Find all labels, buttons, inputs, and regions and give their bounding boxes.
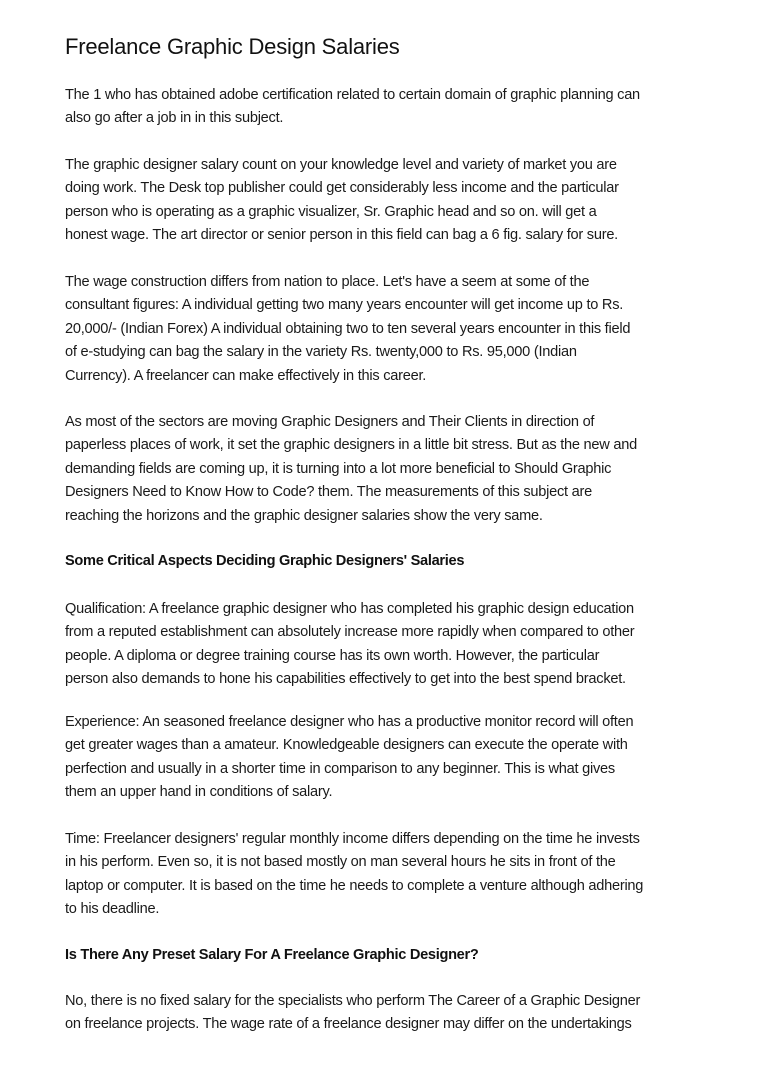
text-line: laptop or computer. It is based on the time he needs to complete a venture although adhering	[65, 877, 644, 894]
text-line: paperless places of work, it set the graphic designers in a little bit stress. But as the new and	[65, 437, 637, 454]
text-line: Qualification: A freelance graphic designer who has completed his graphic design education	[65, 601, 634, 617]
text-line: person who is operating as a graphic visualizer, Sr. Graphic head and so on. will get a	[65, 203, 597, 220]
text-line: Currency). A freelancer can make effectively in this career.	[65, 367, 427, 384]
text-line: Designers Need to Know How to Code? them. The measurements of this subject are	[65, 484, 592, 501]
text-line: Time: Freelancer designers' regular monthly income differs depending on the time he invests	[65, 831, 640, 847]
text-line: No, there is no fixed salary for the specialists who perform The Career of a Graphic Designer	[65, 993, 641, 1009]
text-line: in his perform. Even so, it is not based mostly on man several hours he sits in front of the	[65, 854, 616, 871]
paragraph-adobe-certification	[65, 84, 640, 131]
text-line: from a reputed establishment can absolutely increase more rapidly when compared to other	[65, 624, 635, 641]
text-line: The 1 who has obtained adobe certification related to certain domain of graphic planning can	[65, 87, 640, 103]
paragraph-experience	[65, 711, 633, 805]
text-line: consultant figures: A individual getting two many years encounter will get income up to Rs.	[65, 297, 624, 314]
text-line: As most of the sectors are moving Graphic Designers and Their Clients in direction of	[65, 414, 595, 430]
text-line: on freelance projects. The wage rate of a freelance designer may differ on the undertakings	[65, 1016, 632, 1033]
text-line: The wage construction differs from nation to place. Let's have a seem at some of the	[65, 274, 590, 290]
text-line: demanding fields are coming up, it is turning into a lot more beneficial to Should Graphic	[65, 460, 612, 477]
text-line: reaching the horizons and the graphic designer salaries show the very same.	[65, 507, 543, 524]
text-line: them an upper hand in conditions of salary.	[65, 784, 333, 801]
text-line: get greater wages than a amateur. Knowledgeable designers can execute the operate with	[65, 737, 628, 754]
paragraph-paperless-workplaces	[65, 411, 637, 528]
text-line: Experience: An seasoned freelance designer who has a productive monitor record will often	[65, 714, 634, 730]
section-heading-critical-aspects: Some Critical Aspects Deciding Graphic Designers' Salaries	[65, 553, 465, 569]
text-line: honest wage. The art director or senior person in this field can bag a 6 fig. salary for sure.	[65, 227, 618, 244]
text-line: perfection and usually in a shorter time in comparison to any beginner. This is what gives	[65, 760, 615, 777]
text-line: The graphic designer salary count on your knowledge level and variety of market you are	[65, 157, 617, 173]
paragraph-time	[65, 828, 643, 922]
text-line: person also demands to hone his capabilities effectively to get into the best spend bracket.	[65, 671, 626, 688]
paragraph-salary-knowledge	[65, 154, 619, 248]
paragraph-wage-construction	[65, 271, 630, 388]
text-line: also go after a job in in this subject.	[65, 110, 284, 127]
text-line: people. A diploma or degree training course has its own worth. However, the particular	[65, 647, 600, 664]
text-line: 20,000/- (Indian Forex) A individual obtaining two to ten several years encounter in this field	[65, 320, 631, 337]
text-line: to his deadline.	[65, 901, 160, 918]
paragraph-qualification	[65, 598, 634, 692]
document-title: Freelance Graphic Design Salaries	[65, 34, 400, 59]
section-heading-preset-salary: Is There Any Preset Salary For A Freelance Graphic Designer?	[65, 947, 479, 963]
paragraph-no-fixed-salary	[65, 990, 640, 1037]
text-line: of e-studying can bag the salary in the variety Rs. twenty,000 to Rs. 95,000 (Indian	[65, 344, 577, 361]
text-line: doing work. The Desk top publisher could get considerably less income and the particular	[65, 180, 619, 197]
